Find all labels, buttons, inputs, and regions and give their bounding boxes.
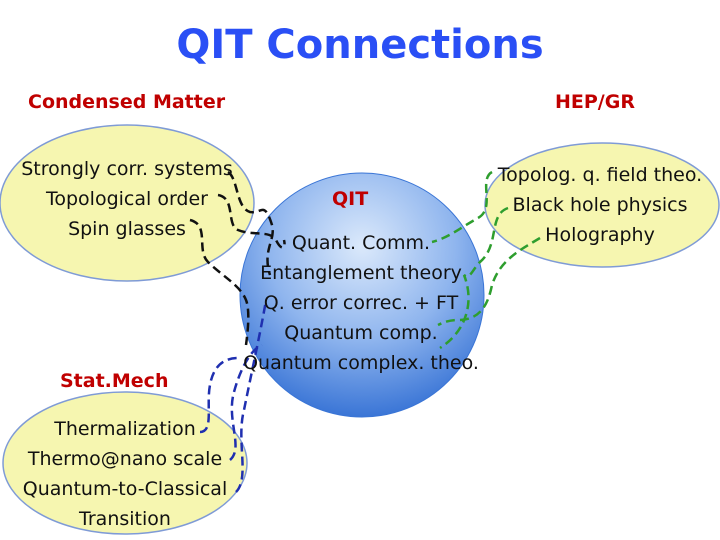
topic-spin-glasses: Spin glasses bbox=[68, 218, 186, 240]
condensed-matter-label: Condensed Matter bbox=[28, 91, 226, 113]
topic-holography: Holography bbox=[545, 224, 655, 246]
topic-black-hole: Black hole physics bbox=[512, 194, 688, 216]
topic-transition: Transition bbox=[79, 508, 171, 530]
topic-topological-order: Topological order bbox=[45, 188, 208, 210]
hep-gr-topics bbox=[480, 160, 720, 250]
topic-error-correction: Q. error correc. + FT bbox=[263, 292, 459, 314]
topic-quant-comm: Quant. Comm. bbox=[291, 232, 431, 254]
page-title: QIT Connections bbox=[176, 22, 544, 68]
topic-quantum-complexity: Quantum complex. theo. bbox=[243, 352, 479, 374]
stat-mech-label: Stat.Mech bbox=[60, 370, 169, 392]
qit-topics bbox=[236, 228, 486, 378]
topic-thermalization: Thermalization bbox=[54, 418, 196, 440]
topic-entanglement: Entanglement theory bbox=[260, 262, 462, 284]
stat-mech-topics bbox=[5, 414, 245, 534]
topic-quantum-comp: Quantum comp. bbox=[284, 322, 438, 344]
topic-quantum-to-classical: Quantum-to-Classical bbox=[22, 478, 228, 500]
qit-label: QIT bbox=[332, 188, 369, 210]
condensed-matter-topics bbox=[10, 154, 244, 244]
topic-strongly-corr: Strongly corr. systems bbox=[21, 158, 233, 180]
hep-gr-label: HEP/GR bbox=[555, 91, 635, 113]
topic-thermo-nano: Thermo@nano scale bbox=[27, 448, 223, 470]
topic-topolog-qft: Topolog. q. field theo. bbox=[497, 164, 703, 186]
